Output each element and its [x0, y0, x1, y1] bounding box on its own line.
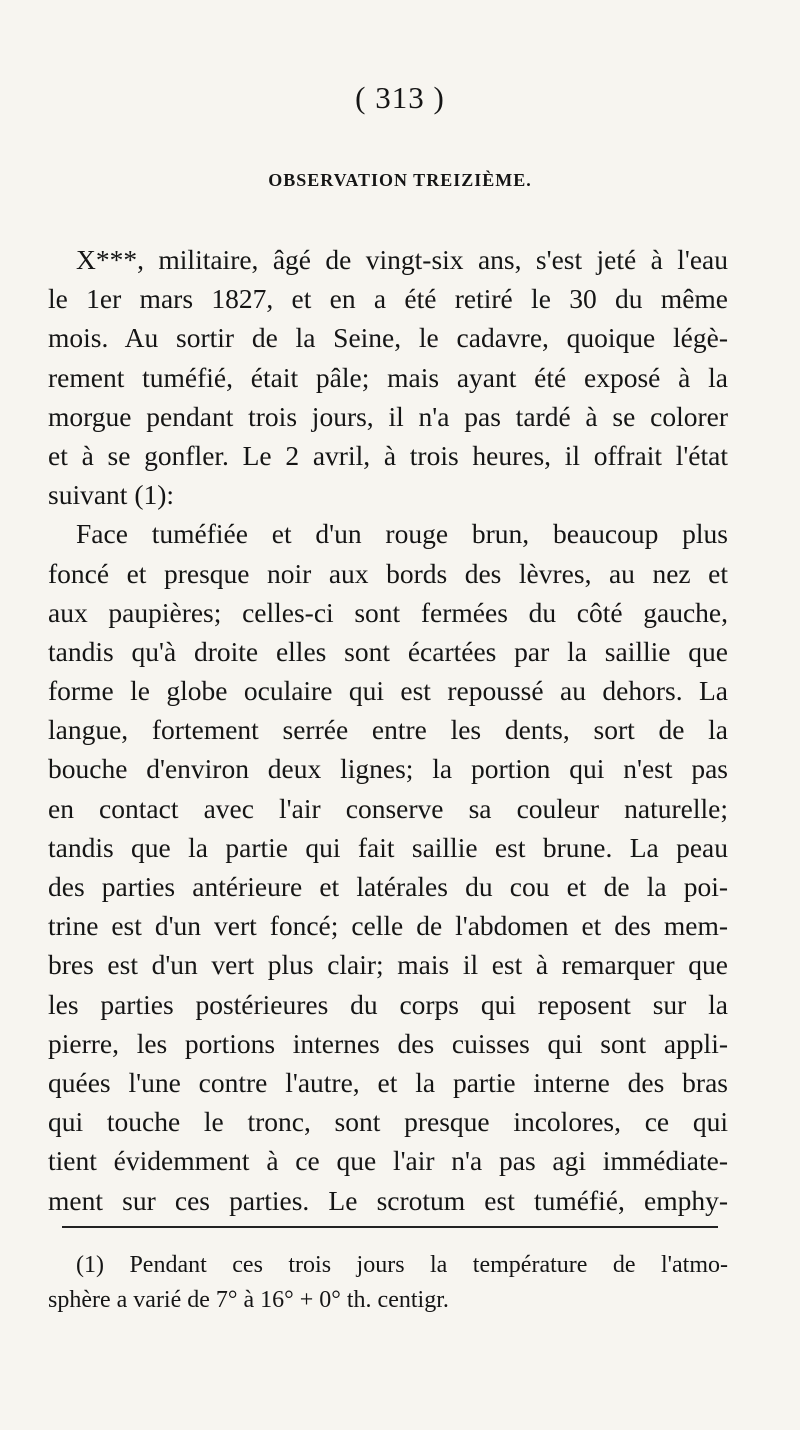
text-line: le 1er mars 1827, et en a été retiré le 30 du même — [48, 283, 728, 315]
page-number: ( 313 ) — [355, 80, 445, 115]
footnote-line: sphère a varié de 7° à 16° + 0° th. centigr. — [48, 1287, 449, 1313]
text-line: des parties antérieure et latérales du cou et de la poi- — [48, 871, 728, 902]
footnote-divider — [62, 1226, 718, 1228]
text-line: suivant (1): — [48, 479, 175, 511]
footnote — [48, 1248, 728, 1318]
text-line: langue, fortement serrée entre les dents, sort de la — [48, 714, 728, 746]
text-line: tandis qu'à droite elles sont écartées par la saillie que — [48, 635, 728, 667]
footnote-line: (1) Pendant ces trois jours la température de l'atmo- — [76, 1252, 728, 1278]
text-line: tandis que la partie qui fait saillie est brune. La peau — [48, 831, 728, 863]
text-line: tient évidemment à ce que l'air n'a pas agi immédiate- — [48, 1145, 728, 1177]
section-title: OBSERVATION TREIZIÈME. — [268, 170, 532, 190]
text-line: qui touche le tronc, sont presque incolores, ce qui — [48, 1106, 728, 1138]
text-line: trine est d'un vert foncé; celle de l'abdomen et des mem- — [48, 910, 728, 942]
text-line: foncé et presque noir aux bords des lèvres, au nez et — [48, 557, 728, 589]
text-line: ment sur ces parties. Le scrotum est tuméfié, emphy- — [48, 1184, 728, 1216]
text-line: X***, militaire, âgé de vingt-six ans, s'est jeté à l'eau — [76, 244, 728, 275]
text-line: bres est d'un vert plus clair; mais il est à remarquer que — [48, 949, 728, 981]
text-line: mois. Au sortir de la Seine, le cadavre, quoique légè- — [48, 322, 728, 354]
text-line: pierre, les portions internes des cuisses qui sont appli- — [48, 1027, 728, 1059]
text-line: aux paupières; celles-ci sont fermées du côté gauche, — [48, 596, 728, 628]
text-line: et à se gonfler. Le 2 avril, à trois heures, il offrait l'état — [48, 439, 728, 471]
text-line: quées l'une contre l'autre, et la partie interne des bras — [48, 1066, 728, 1098]
text-line: les parties postérieures du corps qui reposent sur la — [48, 988, 728, 1020]
text-line: en contact avec l'air conserve sa couleur naturelle; — [48, 792, 728, 824]
text-line: Face tuméfiée et d'un rouge brun, beaucoup plus — [76, 518, 728, 550]
text-line: bouche d'environ deux lignes; la portion qui n'est pas — [48, 753, 728, 785]
text-line: morgue pendant trois jours, il n'a pas tardé à se colorer — [48, 400, 728, 432]
body-text — [48, 240, 728, 1220]
text-line: rement tuméfié, était pâle; mais ayant été exposé à la — [48, 361, 728, 393]
text-line: forme le globe oculaire qui est repoussé au dehors. La — [48, 675, 728, 707]
